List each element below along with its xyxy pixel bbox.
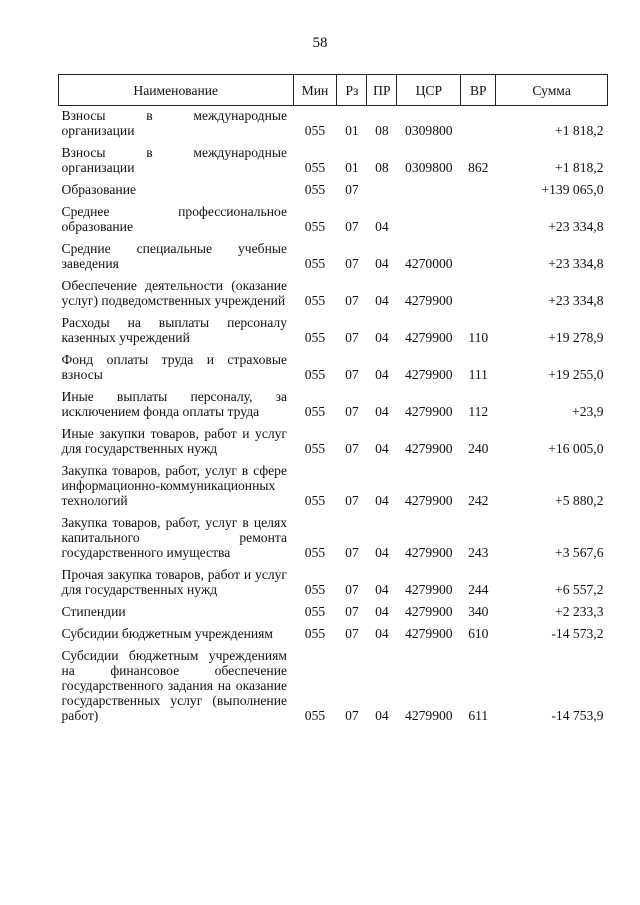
row-rz: 07 [345, 367, 359, 382]
row-pr: 04 [375, 293, 389, 308]
table-row [59, 352, 608, 389]
row-name: Иные закупки товаров, работ и услуг для государственных нужд [61, 426, 288, 456]
row-sum: +16 005,0 [548, 441, 604, 456]
row-pr: 04 [375, 330, 389, 345]
row-pr: 04 [375, 256, 389, 271]
row-pr: 04 [375, 404, 389, 419]
row-vr [461, 241, 496, 278]
row-vr: 862 [468, 160, 489, 175]
row-min: 055 [304, 404, 326, 419]
row-rz: 07 [345, 708, 359, 723]
row-pr: 04 [375, 441, 389, 456]
header-csr: ЦСР [397, 75, 461, 106]
table-row [59, 278, 608, 315]
row-rz: 07 [345, 582, 359, 597]
row-name: Взносы в международные организации [61, 108, 288, 138]
row-pr: 04 [375, 626, 389, 641]
row-csr: 4279900 [405, 293, 453, 308]
row-min: 055 [304, 123, 326, 138]
row-pr: 08 [375, 160, 389, 175]
row-name: Закупка товаров, работ, услуг в сфере информационно-коммуникационных технологий [61, 463, 288, 508]
row-vr: 110 [468, 330, 489, 345]
table-row [59, 106, 608, 146]
row-name: Фонд оплаты труда и страховые взносы [61, 352, 288, 382]
row-name: Субсидии бюджетным учреждениям [61, 626, 274, 641]
row-csr: 4279900 [405, 493, 453, 508]
header-row [59, 75, 608, 106]
row-sum: +23 334,8 [548, 256, 604, 271]
row-min: 055 [304, 626, 326, 641]
row-pr: 04 [375, 219, 389, 234]
row-rz: 07 [345, 545, 359, 560]
row-rz: 07 [345, 330, 359, 345]
row-vr: 112 [468, 404, 489, 419]
row-rz: 07 [345, 182, 359, 197]
row-vr [461, 106, 496, 146]
row-pr: 04 [375, 545, 389, 560]
row-sum: +23 334,8 [548, 219, 604, 234]
row-vr: 111 [468, 367, 488, 382]
row-csr [397, 204, 461, 241]
row-sum: +19 255,0 [548, 367, 604, 382]
row-vr: 340 [468, 604, 489, 619]
row-vr [461, 278, 496, 315]
table-row [59, 315, 608, 352]
page-number: 58 [312, 35, 328, 51]
row-vr: 240 [468, 441, 489, 456]
row-name: Взносы в международные организации [61, 145, 288, 175]
row-csr: 4279900 [405, 367, 453, 382]
row-name: Субсидии бюджетным учреждениям на финансовое обеспечение государственного задания на оказание государственных услуг (выполнение работ) [61, 648, 288, 723]
row-name: Стипендии [61, 604, 126, 619]
row-csr: 4279900 [405, 441, 453, 456]
table-row [59, 626, 608, 648]
row-vr: 242 [468, 493, 489, 508]
row-name: Закупка товаров, работ, услуг в целях капитального ремонта государственного имущества [61, 515, 288, 560]
row-csr: 0309800 [405, 160, 453, 175]
row-rz: 07 [345, 404, 359, 419]
table-row [59, 241, 608, 278]
row-name: Иные выплаты персоналу, за исключением фонда оплаты труда [61, 389, 288, 419]
row-min: 055 [304, 330, 326, 345]
header-pr: ПР [367, 75, 397, 106]
row-rz: 07 [345, 626, 359, 641]
header-name: Наименование [59, 75, 294, 106]
table-row [59, 145, 608, 182]
row-min: 055 [304, 604, 326, 619]
row-min: 055 [304, 256, 326, 271]
row-csr: 4279900 [405, 626, 453, 641]
row-name: Средние специальные учебные заведения [61, 241, 288, 271]
row-min: 055 [304, 545, 326, 560]
row-rz: 01 [345, 123, 359, 138]
row-csr [397, 182, 461, 204]
row-pr: 08 [375, 123, 389, 138]
row-pr: 04 [375, 708, 389, 723]
row-pr [367, 182, 397, 204]
row-name: Среднее профессиональное образование [61, 204, 288, 234]
row-rz: 07 [345, 441, 359, 456]
table-row [59, 648, 608, 730]
row-vr: 244 [468, 582, 489, 597]
row-vr [461, 204, 496, 241]
row-sum: +19 278,9 [548, 330, 604, 345]
row-min: 055 [304, 160, 326, 175]
row-pr: 04 [375, 604, 389, 619]
row-min: 055 [304, 441, 326, 456]
row-sum: +1 818,2 [555, 123, 604, 138]
row-sum: -14 753,9 [551, 708, 604, 723]
row-min: 055 [304, 493, 326, 508]
row-rz: 01 [345, 160, 359, 175]
header-rz: Рз [337, 75, 367, 106]
row-csr: 4279900 [405, 708, 453, 723]
table-row [59, 463, 608, 515]
row-min: 055 [304, 367, 326, 382]
header-sum: Сумма [496, 75, 608, 106]
budget-table [58, 74, 608, 730]
row-rz: 07 [345, 493, 359, 508]
table-row [59, 515, 608, 567]
row-pr: 04 [375, 493, 389, 508]
table-row [59, 567, 608, 604]
row-csr: 4279900 [405, 545, 453, 560]
row-vr [461, 182, 496, 204]
row-sum: +2 233,3 [555, 604, 604, 619]
row-name: Расходы на выплаты персоналу казенных учреждений [61, 315, 288, 345]
header-vr: ВР [461, 75, 496, 106]
row-min: 055 [304, 582, 326, 597]
row-vr: 610 [468, 626, 489, 641]
row-sum: +23,9 [572, 404, 604, 419]
row-sum: +6 557,2 [555, 582, 604, 597]
row-pr: 04 [375, 582, 389, 597]
row-sum: +139 065,0 [541, 182, 604, 197]
table-row [59, 389, 608, 426]
row-min: 055 [304, 293, 326, 308]
row-rz: 07 [345, 293, 359, 308]
table-row [59, 604, 608, 626]
row-sum: -14 573,2 [551, 626, 604, 641]
row-rz: 07 [345, 604, 359, 619]
row-sum: +1 818,2 [555, 160, 604, 175]
table-row [59, 204, 608, 241]
row-csr: 4279900 [405, 582, 453, 597]
row-name: Образование [61, 182, 137, 197]
row-csr: 0309800 [405, 123, 453, 138]
row-min: 055 [304, 708, 326, 723]
row-csr: 4279900 [405, 404, 453, 419]
row-min: 055 [304, 182, 326, 197]
row-min: 055 [304, 219, 326, 234]
row-rz: 07 [345, 256, 359, 271]
row-sum: +5 880,2 [555, 493, 604, 508]
row-vr: 243 [468, 545, 489, 560]
row-sum: +3 567,6 [555, 545, 604, 560]
row-pr: 04 [375, 367, 389, 382]
table-body [59, 106, 608, 731]
row-name: Прочая закупка товаров, работ и услуг для государственных нужд [61, 567, 288, 597]
table-row [59, 182, 608, 204]
row-rz: 07 [345, 219, 359, 234]
header-min: Мин [293, 75, 337, 106]
row-vr: 611 [468, 708, 489, 723]
row-sum: +23 334,8 [548, 293, 604, 308]
row-name: Обеспечение деятельности (оказание услуг) подведомственных учреждений [61, 278, 288, 308]
table-header [59, 75, 608, 106]
table-row [59, 426, 608, 463]
row-csr: 4270000 [405, 256, 453, 271]
row-csr: 4279900 [405, 604, 453, 619]
row-csr: 4279900 [405, 330, 453, 345]
